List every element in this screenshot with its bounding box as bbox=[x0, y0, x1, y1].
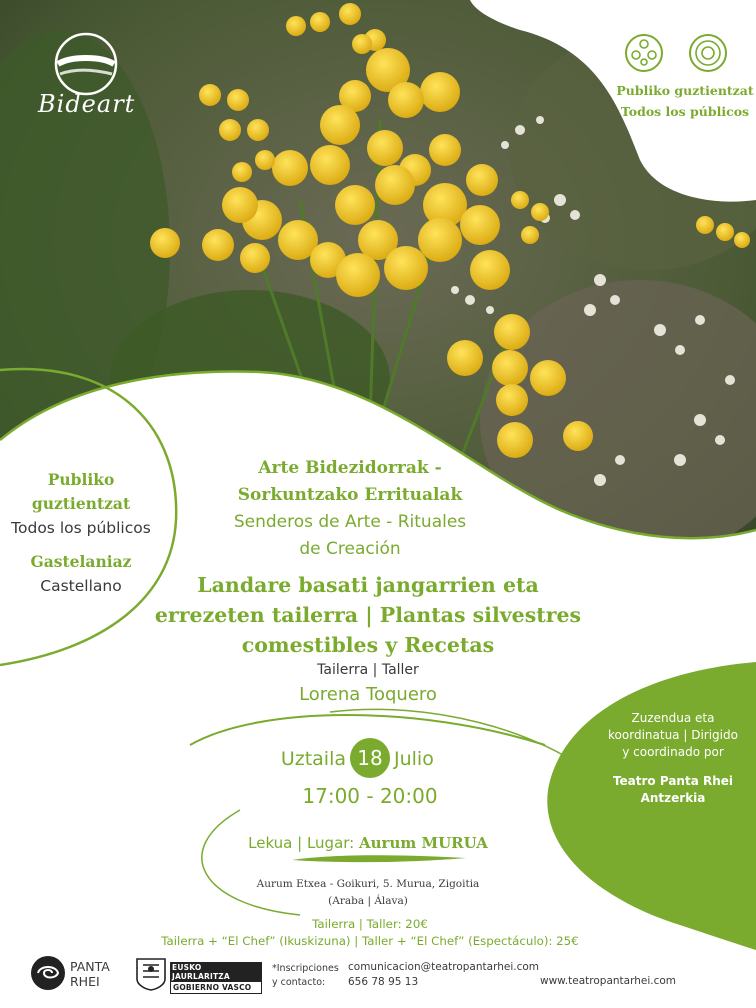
event-time: 17:00 - 20:00 bbox=[302, 784, 438, 808]
workshop-title-1: Landare basati jangarrien eta bbox=[197, 573, 539, 597]
date-month-es: Julio bbox=[394, 748, 434, 770]
language-eu: Gastelaniaz bbox=[30, 552, 132, 571]
contact-phone[interactable]: 656 78 95 13 bbox=[348, 976, 419, 988]
website-link[interactable]: www.teatropantarhei.com bbox=[540, 975, 677, 987]
audience-corner bbox=[610, 80, 756, 122]
series-title-eu-2: Sorkuntzako Erritualak bbox=[237, 485, 463, 505]
film-reel-icon bbox=[624, 33, 664, 73]
workshop-title-2: errezeten tailerra | Plantas silvestres bbox=[154, 603, 582, 627]
venue-line bbox=[200, 834, 536, 852]
bideart-logo bbox=[38, 30, 138, 130]
logo-wordmark: Bideart bbox=[38, 90, 136, 118]
contact-label-2: y contacto: bbox=[272, 977, 326, 988]
series-title-es-2: de Creación bbox=[299, 539, 401, 559]
venue-address bbox=[220, 876, 516, 910]
director-box bbox=[598, 710, 748, 807]
director-name-1: Teatro Panta Rhei bbox=[612, 774, 734, 788]
audience-corner-eu: Publiko guztientzat bbox=[616, 83, 754, 98]
director-role-2: koordinatua | Dirigido bbox=[608, 728, 738, 742]
venue-label: Lekua | Lugar: bbox=[248, 834, 355, 852]
rhei-text: RHEI bbox=[70, 974, 100, 989]
contact-info bbox=[348, 960, 539, 990]
basque-government-label bbox=[170, 962, 262, 994]
gov-eu-text: EUSKO JAURLARITZA bbox=[170, 962, 262, 982]
director-name-2: Antzerkia bbox=[640, 791, 706, 805]
audience-es: Todos los públicos bbox=[11, 519, 151, 537]
contact-label bbox=[272, 962, 339, 990]
series-title-es-1: Senderos de Arte - Rituales bbox=[233, 512, 467, 532]
workshop-host: Lorena Toquero bbox=[299, 684, 437, 705]
contact-label-1: *Inscripciones bbox=[272, 963, 339, 974]
venue-address-2: (Araba | Álava) bbox=[328, 895, 408, 907]
venue-name: Aurum MURUA bbox=[359, 834, 488, 852]
audience-eu: Publiko guztientzat bbox=[31, 470, 131, 513]
gov-es-text: GOBIERNO VASCO bbox=[170, 982, 262, 994]
director-role-3: y coordinado por bbox=[622, 745, 724, 759]
workshop-title-3: comestibles y Recetas bbox=[241, 633, 495, 657]
date-month-eu: Uztaila bbox=[280, 748, 346, 770]
panta-text: PANTA bbox=[70, 959, 110, 974]
price-line-1: Tailerra | Taller: 20€ bbox=[312, 917, 428, 931]
prices bbox=[100, 916, 640, 950]
date-day-badge: 18 bbox=[350, 738, 390, 778]
price-line-2: Tailerra + “El Chef” (Ikuskizuna) | Taller + “El Chef” (Espectáculo): 25€ bbox=[161, 934, 579, 948]
language-es: Castellano bbox=[40, 577, 122, 595]
workshop-type: Tailerra | Taller bbox=[317, 662, 419, 678]
workshop-title bbox=[120, 570, 616, 660]
contact-email[interactable]: comunicacion@teatropantarhei.com bbox=[348, 961, 539, 973]
basque-government-seal-icon bbox=[135, 957, 167, 991]
series-title bbox=[180, 455, 520, 563]
panta-rhei-wordmark bbox=[70, 959, 110, 989]
venue-address-1: Aurum Etxea - Goikuri, 5. Murua, Zigoitia bbox=[256, 878, 480, 890]
target-spiral-icon bbox=[688, 33, 728, 73]
director-role-1: Zuzendua eta bbox=[631, 711, 715, 725]
audience-corner-es: Todos los públicos bbox=[620, 104, 750, 119]
panta-rhei-logo-icon bbox=[30, 955, 66, 991]
series-title-eu-1: Arte Bidezidorrak - bbox=[258, 458, 442, 478]
